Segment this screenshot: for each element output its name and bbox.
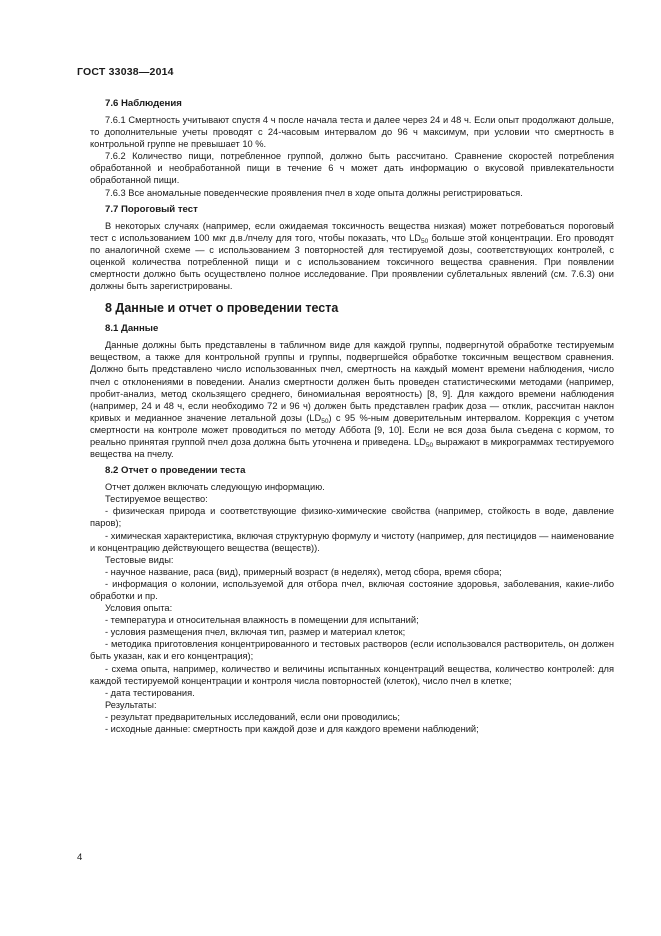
report-line: Условия опыта: — [105, 603, 173, 614]
page-content — [90, 97, 614, 735]
report-line: - научное название, раса (вид), примерный возраст (в неделях), метод сбора, время сбора; — [105, 566, 502, 577]
report-line: - дата тестирования. — [105, 687, 195, 698]
report-line: - результат предварительных исследований, если они проводились; — [105, 711, 400, 722]
paragraph-7-7: В некоторых случаях (например, если ожидаемая токсичность вещества низкая) может потребоваться пороговый тест с использованием 100 мкг д.в./пчелу для того, чтобы показать, что $LD_{50}$ больше этой концентрации. Его проводят по аналогичной схеме — с использованием 3 повторностей для тестируемой дозы, соответствующих контролей, с оценкой количества потребленной пищи и с использованием токсичного вещества сравнения. При появлении смертности должно быть осуществлено полное исследование. При проявлении сублетальных явлений (см. 7.6.3) они должны быть зарегистрированы. — [90, 220, 614, 292]
report-line: - исходные данные: смертность при каждой дозе и для каждого времени наблюдений; — [105, 724, 479, 735]
report-line: - физическая природа и соответствующие физико-химические свойства (например, стойкость в воде, давление паров); — [90, 506, 614, 529]
page-number: 4 — [77, 852, 83, 863]
section-8-1-title: 8.1 Данные — [105, 323, 159, 335]
report-line: - методика приготовления концентрированного и тестовых растворов (если использовался растворитель, он должен быть указан, как и его концентрация); — [90, 639, 614, 662]
report-line: Отчет должен включать следующую информацию. — [105, 482, 325, 493]
report-contents-list — [90, 481, 614, 735]
chapter-8-title: 8 Данные и отчет о проведении теста — [105, 301, 339, 316]
report-line: - схема опыта, например, количество и величины испытанных концентраций вещества, количество контролей: для каждой тестируемой концентрации и контроля числа повторностей (клеток), число пчел в клетке; — [90, 663, 614, 686]
report-line: Результаты: — [105, 699, 157, 710]
report-line: - химическая характеристика, включая структурную формулу и чистоту (например, для пестицидов — наименование и концентрацию действующего вещества (веществ)). — [90, 530, 614, 553]
section-7-6-title: 7.6 Наблюдения — [105, 98, 182, 109]
report-line: Тестируемое вещество: — [105, 494, 208, 505]
report-line: Тестовые виды: — [105, 554, 174, 565]
section-7-7-title: 7.7 Пороговый тест — [105, 203, 198, 215]
paragraph-7-6-2: 7.6.2 Количество пищи, потребленное группой, должно быть рассчитано. Сравнение скоростей потребления обработанной и необработанной пищи в течение 6 ч может дать информацию о вкусовой привлекательности обработанной пищи. — [90, 151, 614, 186]
report-line: - условия размещения пчел, включая тип, размер и материал клеток; — [105, 627, 406, 638]
paragraph-8-1: Данные должны быть представлены в табличном виде для каждой группы, подвергнутой обработке тестируемым веществом, а также для контрольной группы и группы, подвергшейся обработке токсичным веществом сравнения. Должно быть представлено число использованных пчел, смертность на каждый момент времени наблюдения, число пчел с отклонениями в поведении. Анализ смертности должен быть проведен статистическими методами (например, пробит-анализ, метод скользящего среднего, биномиальная вероятность) [8, 9]. Для каждого времени наблюдения (например, 24 и 48 ч, если необходимо 72 и 96 ч) должен быть представлен график доза — отклик, рассчитан наклон кривых и медианное значение летальной дозы $(LD_{50})$ с 95 %-ным доверительным интервалом. Коррекция с учетом смертности на контроле может проводиться по методу Аббота [9, 10]. Если не вся доза была съедена с кормом, то реально принятая группой пчел доза должна быть уточнена и приведена. $LD_{50}$ выражают в микрограммах тестируемого вещества на пчелу. — [90, 340, 614, 460]
paragraph-7-6-3: 7.6.3 Все аномальные поведенческие проявления пчел в ходе опыта должны регистрироваться. — [105, 187, 523, 198]
report-line: - информация о колонии, используемой для отбора пчел, включая состояние здоровья, заболевания, какие-либо обработки и пр. — [90, 578, 614, 601]
section-8-2-title: 8.2 Отчет о проведении теста — [105, 465, 246, 477]
standard-code-header: ГОСТ 33038—2014 — [77, 66, 174, 78]
paragraph-7-6-1: 7.6.1 Смертность учитывают спустя 4 ч после начала теста и далее через 24 и 48 ч. Если опыт продолжают дольше, то дополнительные учеты проводят с 24-часовым интервалом до 96 ч максимум, при условии что смертность в контрольной группе не превышает 10 %. — [90, 115, 614, 150]
report-line: - температура и относительная влажность в помещении для испытаний; — [105, 615, 419, 626]
